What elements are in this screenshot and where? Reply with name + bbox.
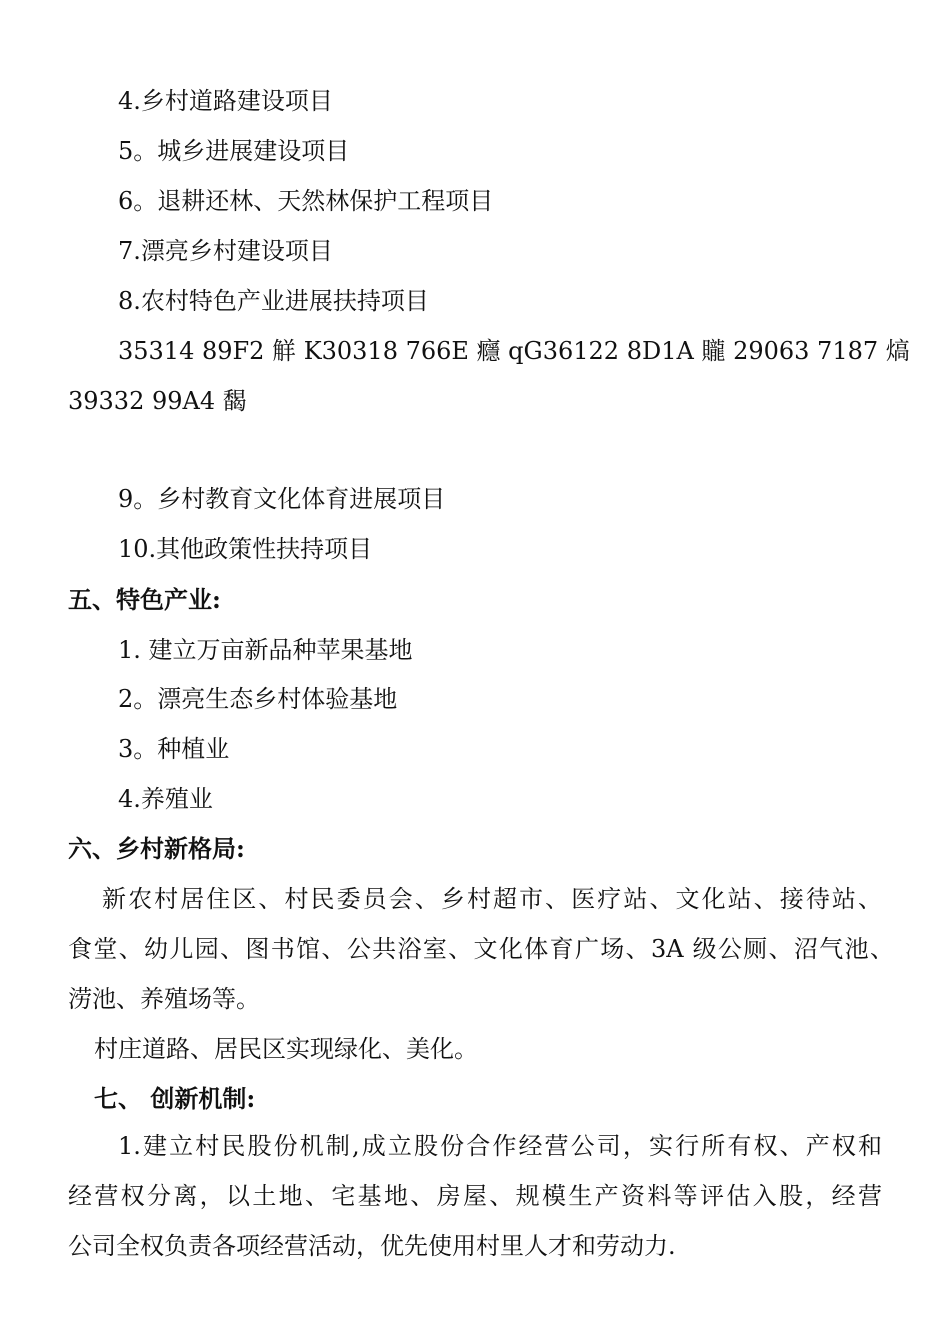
section-7-heading: 七、 创新机制: xyxy=(94,1084,256,1113)
project-item-4: 4.乡村道路建设项目 xyxy=(118,87,333,115)
project-item-6: 6。退耕还林、天然林保护工程项目 xyxy=(118,187,494,215)
section-6-para-1-line-2: 食堂、幼儿园、图书馆、公共浴室、文化体育广场、3A 级公厕、沼气池、 xyxy=(68,935,894,963)
section-6-para-1-line-1: 新农村居住区、村民委员会、乡村超市、医疗站、文化站、接待站、 xyxy=(102,885,882,913)
section-5-item-1: 1. 建立万亩新品种苹果基地 xyxy=(118,636,413,664)
section-5-item-2: 2。漂亮生态乡村体验基地 xyxy=(118,685,398,713)
project-item-9: 9。乡村教育文化体育进展项目 xyxy=(118,485,446,513)
section-7-para-1-line-1: 1.建立村民股份机制,成立股份合作经营公司，实行所有权、产权和 xyxy=(118,1132,882,1160)
section-6-heading: 六、乡村新格局: xyxy=(68,834,245,863)
section-5-heading: 五、特色产业: xyxy=(68,585,221,614)
section-5-item-4: 4.养殖业 xyxy=(118,785,213,813)
section-5-item-3: 3。种植业 xyxy=(118,735,230,763)
section-7-para-1-line-2: 经营权分离，以土地、宅基地、房屋、规模生产资料等评估入股，经营 xyxy=(68,1182,882,1210)
section-6-para-1-line-3: 涝池、养殖场等。 xyxy=(68,985,260,1013)
project-item-7: 7.漂亮乡村建设项目 xyxy=(118,237,333,265)
project-item-10: 10.其他政策性扶持项目 xyxy=(118,535,373,563)
project-item-8: 8.农村特色产业进展扶持项目 xyxy=(118,287,429,315)
garbled-code-line-2: 39332 99A4 馤 xyxy=(68,387,247,415)
garbled-code-line-1: 35314 89F2 觧 K30318 766E 癮 qG36122 8D1A 贚 29063 7187 熇 xyxy=(118,337,910,365)
section-7-para-1-line-3: 公司全权负责各项经营活动，优先使用村里人才和劳动力. xyxy=(68,1232,676,1260)
section-6-para-2: 村庄道路、居民区实现绿化、美化。 xyxy=(94,1035,478,1063)
project-item-5: 5。城乡进展建设项目 xyxy=(118,137,350,165)
